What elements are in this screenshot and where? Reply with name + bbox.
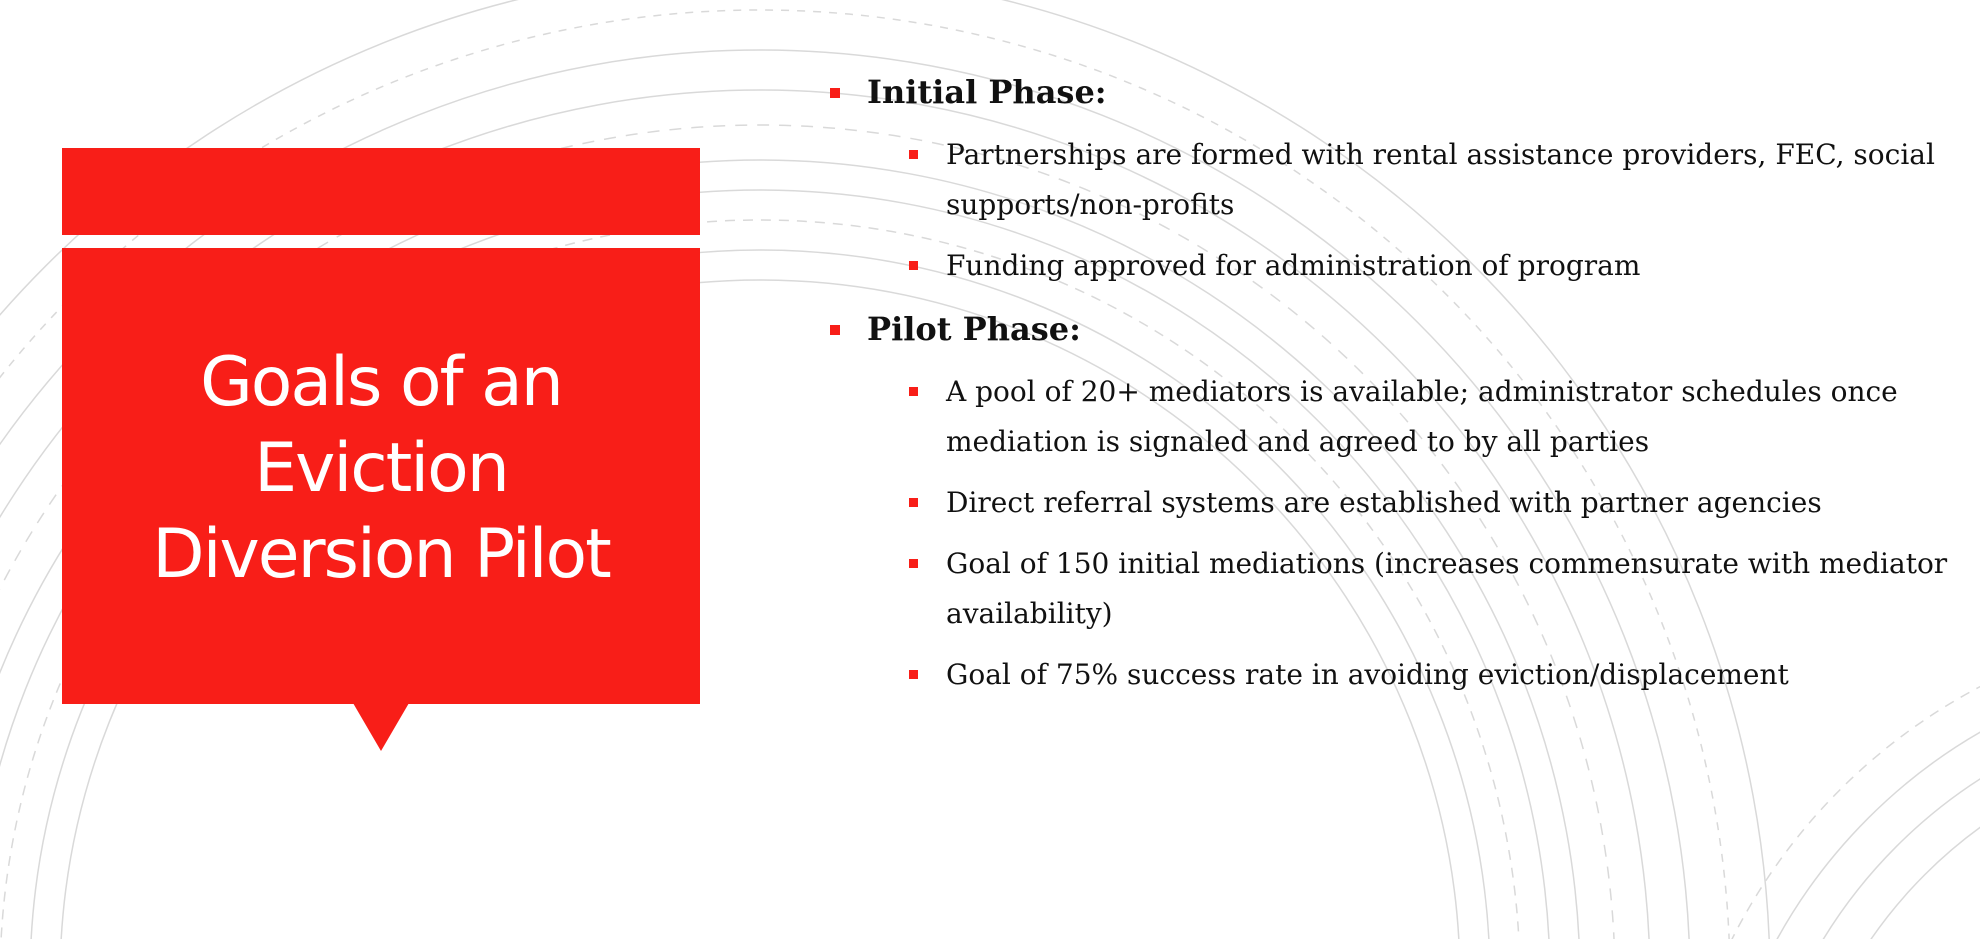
- list-item-text: Goal of 75% success rate in avoiding eviction/displacement: [946, 658, 1789, 691]
- list-item-text: Goal of 150 initial mediations (increases commensurate with mediator availability): [946, 547, 1948, 630]
- square-bullet-icon: [909, 498, 918, 507]
- list-item-text: Partnerships are formed with rental assistance providers, FEC, social supports/non-profits: [946, 138, 1935, 221]
- slide-content: [830, 70, 1950, 700]
- slide-title: Goals of an Eviction Diversion Pilot: [152, 343, 610, 594]
- square-bullet-icon: [909, 261, 918, 270]
- list-item: [946, 241, 1950, 291]
- phase-heading: [867, 307, 1950, 351]
- square-bullet-icon: [909, 387, 918, 396]
- title-box: [62, 248, 700, 704]
- square-bullet-icon: [909, 559, 918, 568]
- square-bullet-icon: [909, 150, 918, 159]
- phase-heading: [867, 70, 1950, 114]
- phase-heading-text: Initial Phase:: [867, 73, 1107, 111]
- list-item-text: A pool of 20+ mediators is available; administrator schedules once mediation is signaled and agreed to by all parties: [946, 375, 1898, 458]
- phase-items-list: [867, 130, 1950, 291]
- phase-pilot: [830, 307, 1950, 700]
- list-item-text: Direct referral systems are established with partner agencies: [946, 486, 1822, 519]
- phase-heading-text: Pilot Phase:: [867, 310, 1081, 348]
- list-item-text: Funding approved for administration of program: [946, 249, 1641, 282]
- list-item: [946, 650, 1950, 700]
- phase-initial: [830, 70, 1950, 291]
- phase-items-list: [867, 367, 1950, 700]
- square-bullet-icon: [909, 670, 918, 679]
- list-item: [946, 539, 1950, 639]
- list-item: [946, 130, 1950, 230]
- list-item: [946, 367, 1950, 467]
- square-bullet-icon: [830, 88, 840, 98]
- title-accent-bar: [62, 148, 700, 235]
- title-box-pointer: [353, 703, 409, 751]
- list-item: [946, 478, 1950, 528]
- square-bullet-icon: [830, 325, 840, 335]
